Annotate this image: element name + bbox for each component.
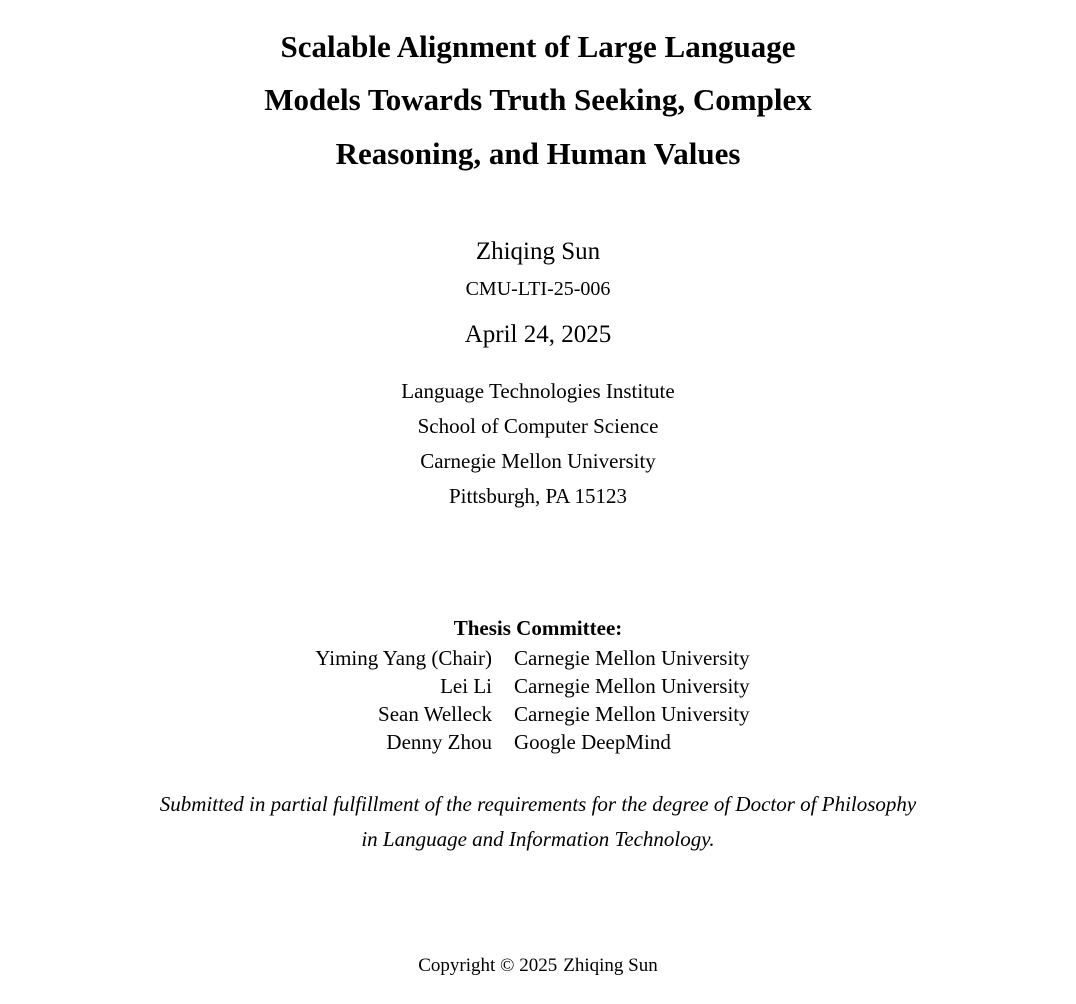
committee-list <box>0 644 1076 756</box>
affiliation-address: Pittsburgh, PA 15123 <box>449 484 627 508</box>
committee-member-row <box>0 672 1076 700</box>
copyright-holder: Zhiqing Sun <box>563 955 658 976</box>
committee-member-affiliation: Carnegie Mellon University <box>514 646 750 670</box>
committee-member-name: Sean Welleck <box>378 702 492 726</box>
committee-member-name: Denny Zhou <box>386 730 492 754</box>
committee-member-row <box>0 700 1076 728</box>
copyright-notice <box>0 954 1076 978</box>
committee-member-affiliation: Google DeepMind <box>514 730 671 754</box>
committee-member-affiliation: Carnegie Mellon University <box>514 674 750 698</box>
affiliation-school: School of Computer Science <box>417 414 659 438</box>
committee-heading: Thesis Committee: <box>453 616 623 640</box>
committee-member-name: Lei Li <box>440 674 492 698</box>
degree-statement-line-1: Submitted in partial fulfillment of the requirements for the degree of Doctor of Philosophy <box>159 792 917 816</box>
committee-member-name: Yiming Yang (Chair) <box>315 646 492 670</box>
report-number: CMU-LTI-25-006 <box>465 278 611 300</box>
author-name: Zhiqing Sun <box>475 238 601 265</box>
date: April 24, 2025 <box>464 321 612 348</box>
title-line-2: Models Towards Truth Seeking, Complex <box>264 82 812 117</box>
degree-statement-line-2: in Language and Information Technology. <box>361 827 715 851</box>
title-line-1: Scalable Alignment of Large Language <box>280 29 796 64</box>
committee-member-row <box>0 728 1076 756</box>
copyright-label: Copyright © 2025 <box>418 955 558 976</box>
affiliation-university: Carnegie Mellon University <box>420 449 656 473</box>
affiliation-institute: Language Technologies Institute <box>401 379 675 403</box>
title-line-3: Reasoning, and Human Values <box>335 136 741 171</box>
committee-member-row <box>0 644 1076 672</box>
committee-member-affiliation: Carnegie Mellon University <box>514 702 750 726</box>
